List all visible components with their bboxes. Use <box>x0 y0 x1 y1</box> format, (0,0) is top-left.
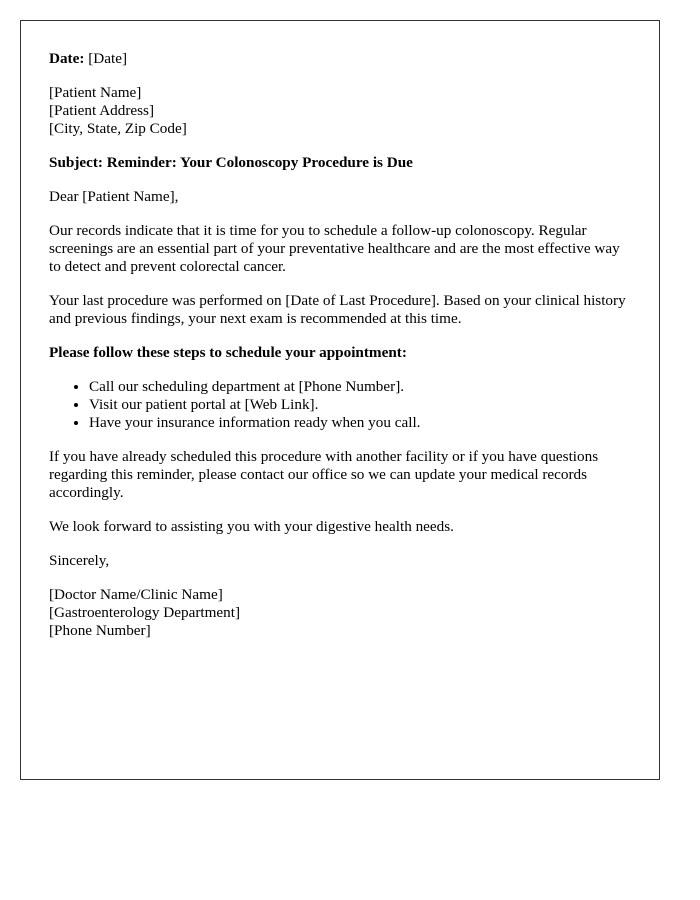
subject-label: Subject: <box>49 154 103 171</box>
subject-value: Reminder: Your Colonoscopy Procedure is Due <box>103 154 413 171</box>
letter-document <box>20 20 660 780</box>
body-paragraph-4: We look forward to assisting you with your digestive health needs. <box>49 518 454 535</box>
signature-block <box>49 586 631 640</box>
salutation: Dear [Patient Name], <box>49 188 179 205</box>
body-paragraph-2: Your last procedure was performed on [Date of Last Procedure]. Based on your clinical history and previous findings, your next exam is recommended at this time. <box>49 292 626 327</box>
date-label: Date: <box>49 50 85 67</box>
steps-list-item: • Call our scheduling department at [Phone Number]. <box>89 378 631 396</box>
recipient-address: [Patient Address] <box>49 102 155 119</box>
steps-list <box>49 378 631 432</box>
steps-heading: Please follow these steps to schedule your appointment: <box>49 344 407 361</box>
signature-line-phone: [Phone Number] <box>49 622 151 639</box>
steps-list-item: • Visit our patient portal at [Web Link]. <box>89 396 631 414</box>
body-paragraph-3: If you have already scheduled this procedure with another facility or if you have questions regarding this reminder, please contact our office so we can update your medical records accordingly. <box>49 448 599 501</box>
sign-off: Sincerely, <box>49 552 110 569</box>
body-paragraph-1: Our records indicate that it is time for you to schedule a follow-up colonoscopy. Regular screenings are an essential part of your preventative healthcare and are the most effective way to detect and prevent colorectal cancer. <box>49 222 620 275</box>
signature-line-department: [Gastroenterology Department] <box>49 604 241 621</box>
signature-line-clinic: [Doctor Name/Clinic Name] <box>49 586 223 603</box>
recipient-city-state-zip: [City, State, Zip Code] <box>49 120 187 137</box>
steps-list-item: • Have your insurance information ready when you call. <box>89 414 631 432</box>
recipient-name: [Patient Name] <box>49 84 142 101</box>
date-value: [Date] <box>84 50 128 67</box>
recipient-address-block <box>49 84 631 138</box>
date-line <box>49 50 631 68</box>
subject-line <box>49 154 631 172</box>
